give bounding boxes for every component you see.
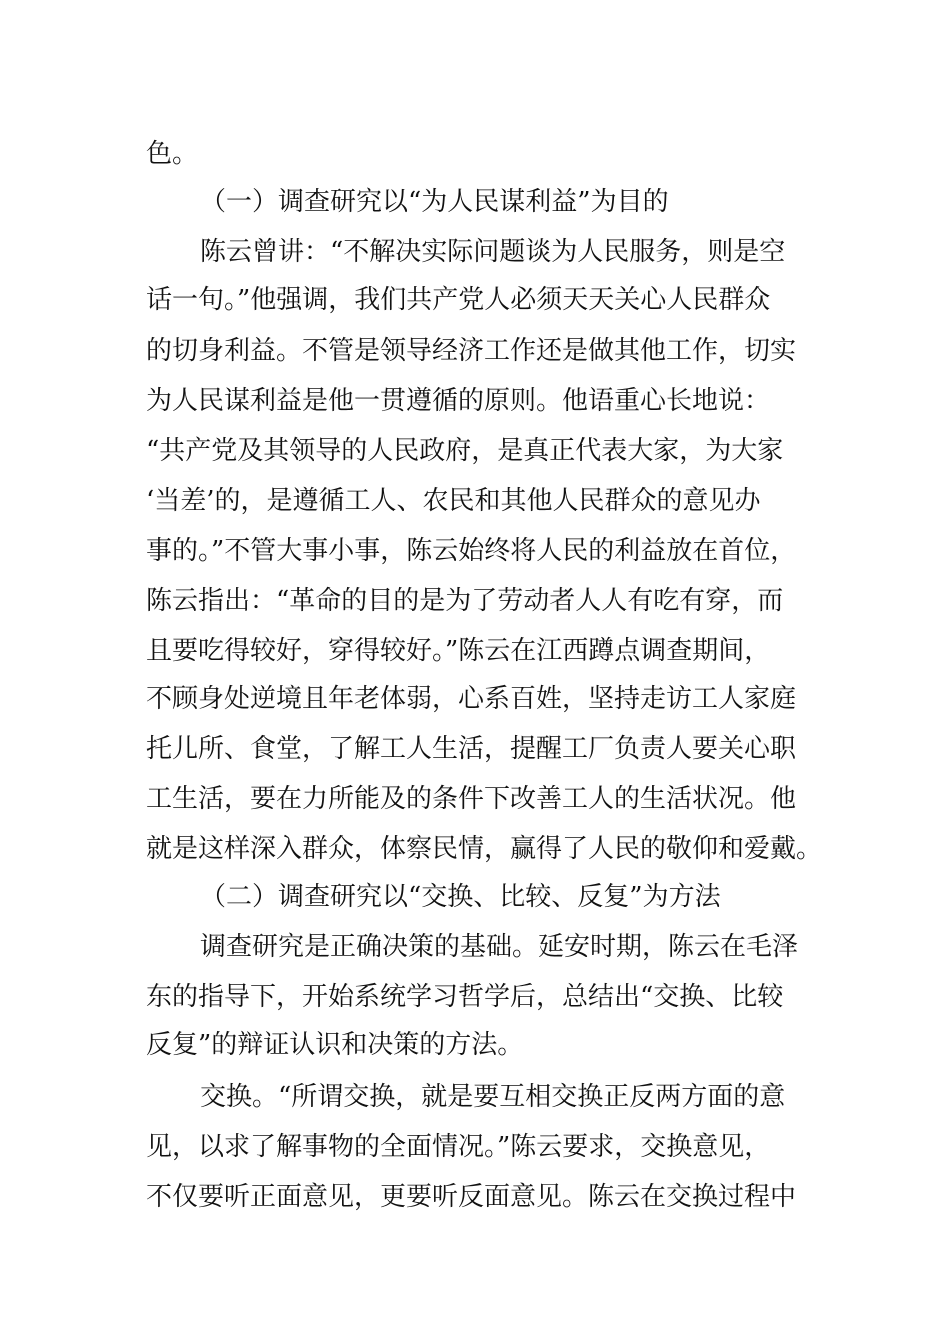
section-heading-2: （二）调查研究以“交换、比较、反复”为方法 xyxy=(200,882,721,912)
paragraph-line: 且要吃得较好，穿得较好。”陈云在江西蹲点调查期间， xyxy=(146,636,771,666)
paragraph-line: 反复”的辩证认识和决策的方法。 xyxy=(146,1030,524,1060)
paragraph-line: 陈云指出：“革命的目的是为了劳动者人人有吃有穿，而 xyxy=(146,586,784,616)
paragraph-line: 见，以求了解事物的全面情况。”陈云要求，交换意见， xyxy=(146,1132,771,1162)
paragraph-line: 为人民谋利益是他一贯遵循的原则。他语重心长地说： xyxy=(146,386,771,416)
paragraph-line: 不仅要听正面意见，更要听反面意见。陈云在交换过程中 xyxy=(146,1182,797,1212)
paragraph-line: 调查研究是正确决策的基础。延安时期，陈云在毛泽 xyxy=(200,932,799,962)
section-heading-1: （一）调查研究以“为人民谋利益”为目的 xyxy=(200,187,669,217)
paragraph-line: 陈云曾讲：“不解决实际问题谈为人民服务，则是空 xyxy=(200,237,786,267)
paragraph-line: 就是这样深入群众，体察民情，赢得了人民的敬仰和爱戴。 xyxy=(146,834,823,864)
paragraph-line: ‘当差’的，是遵循工人、农民和其他人民群众的意见办 xyxy=(146,486,761,516)
paragraph-line: “共产党及其领导的人民政府，是真正代表大家，为大家 xyxy=(146,436,784,466)
paragraph-line: 东的指导下，开始系统学习哲学后，总结出“交换、比较 xyxy=(146,982,784,1012)
paragraph-line: 托儿所、食堂，了解工人生活，提醒工厂负责人要关心职 xyxy=(146,734,797,764)
paragraph-line: 色。 xyxy=(146,139,199,169)
paragraph-line: 工生活，要在力所能及的条件下改善工人的生活状况。他 xyxy=(146,784,797,814)
paragraph-line: 不顾身处逆境且年老体弱，心系百姓，坚持走访工人家庭 xyxy=(146,684,797,714)
paragraph-line: 交换。“所谓交换，就是要互相交换正反两方面的意 xyxy=(200,1082,786,1112)
paragraph-line: 话一句。”他强调，我们共产党人必须天天关心人民群众 xyxy=(146,285,771,315)
paragraph-line: 事的。”不管大事小事，陈云始终将人民的利益放在首位， xyxy=(146,536,797,566)
paragraph-line: 的切身利益。不管是领导经济工作还是做其他工作，切实 xyxy=(146,336,797,366)
